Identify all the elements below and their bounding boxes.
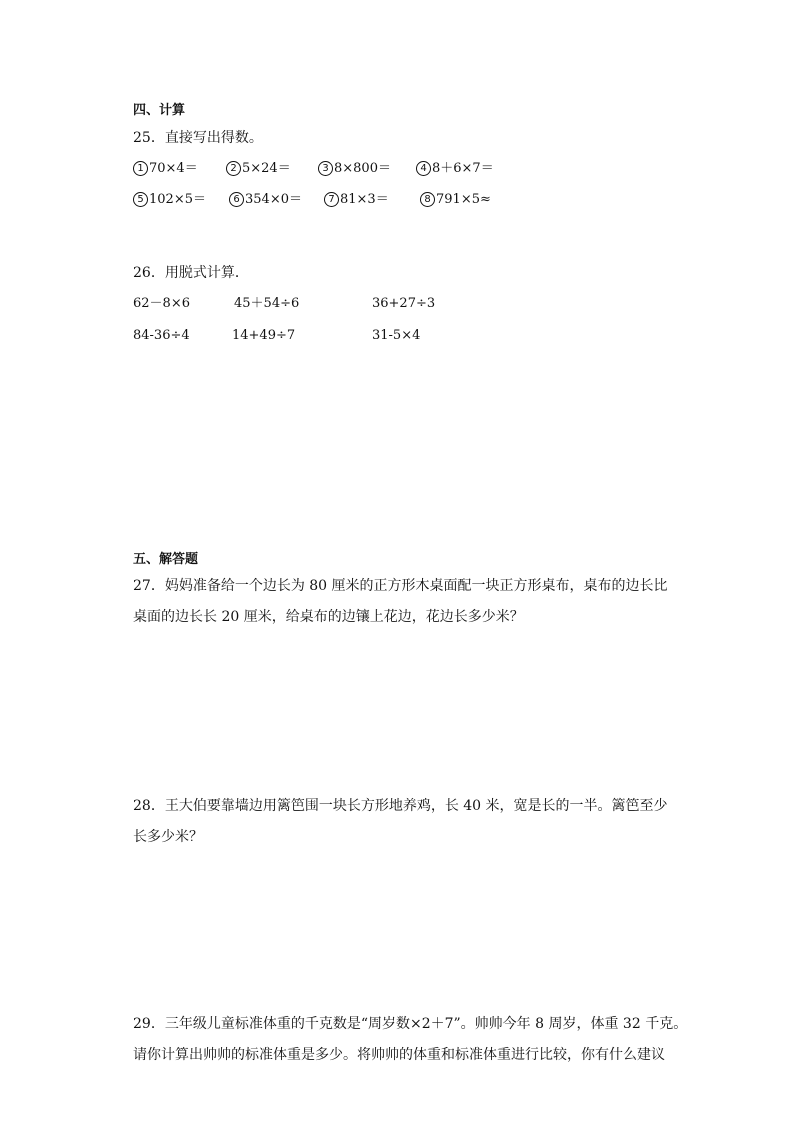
q25-expression: 81×3＝ xyxy=(340,192,389,207)
question-25-prompt: 25．直接写出得数。 xyxy=(133,130,263,146)
q25-expression: 8＋6×7＝ xyxy=(432,161,494,176)
circled-number: 2 xyxy=(226,161,241,176)
q26-expression: 45＋54÷6 xyxy=(234,296,300,311)
circled-number: 3 xyxy=(318,161,333,176)
question-28-line-2: 长多少米？ xyxy=(133,829,203,845)
question-26-prompt: 26．用脱式计算． xyxy=(133,265,249,281)
question-29-line-1: 29．三年级儿童标准体重的千克数是“周岁数×2＋7”。帅帅今年 8 周岁，体重 32 千克。 xyxy=(133,1016,688,1032)
q25-item-8 xyxy=(420,190,491,210)
q25-item-5 xyxy=(133,190,206,210)
question-27-line-2: 桌面的边长长 20 厘米，给桌布的边镶上花边，花边长多少米？ xyxy=(133,609,524,625)
q26-expression: 84-36÷4 xyxy=(133,328,190,343)
q25-item-7 xyxy=(324,190,389,210)
circled-number: 1 xyxy=(133,161,148,176)
circled-number: 8 xyxy=(420,192,435,207)
circled-number: 5 xyxy=(133,192,148,207)
circled-number: 6 xyxy=(229,192,244,207)
q25-expression: 8×800＝ xyxy=(334,161,391,176)
q25-item-4 xyxy=(416,159,494,179)
question-27-line-1: 27．妈妈准备给一个边长为 80 厘米的正方形木桌面配一块正方形桌布，桌布的边长比 xyxy=(133,578,668,594)
q26-expression: 14+49÷7 xyxy=(232,328,296,343)
circled-number: 4 xyxy=(416,161,431,176)
q25-item-1 xyxy=(133,159,198,179)
q25-item-3 xyxy=(318,159,391,179)
question-28-line-1: 28．王大伯要靠墙边用篱笆围一块长方形地养鸡，长 40 米，宽是长的一半。篱笆至少 xyxy=(133,798,668,814)
section-heading-word-problems: 五、解答题 xyxy=(133,552,199,567)
q25-expression: 5×24＝ xyxy=(242,161,291,176)
section-heading-calculation: 四、计算 xyxy=(133,103,186,118)
circled-number: 7 xyxy=(324,192,339,207)
q25-item-6 xyxy=(229,190,302,210)
q25-expression: 354×0＝ xyxy=(245,192,302,207)
q25-expression: 70×4＝ xyxy=(149,161,198,176)
q26-expression: 31-5×4 xyxy=(372,328,421,343)
q26-expression: 36+27÷3 xyxy=(372,296,436,311)
q26-expression: 62－8×6 xyxy=(133,296,190,311)
q25-expression: 102×5＝ xyxy=(149,192,206,207)
q25-item-2 xyxy=(226,159,291,179)
question-29-line-2: 请你计算出帅帅的标准体重是多少。将帅帅的体重和标准体重进行比较，你有什么建议 xyxy=(133,1047,665,1063)
q25-expression: 791×5≈ xyxy=(436,192,491,207)
